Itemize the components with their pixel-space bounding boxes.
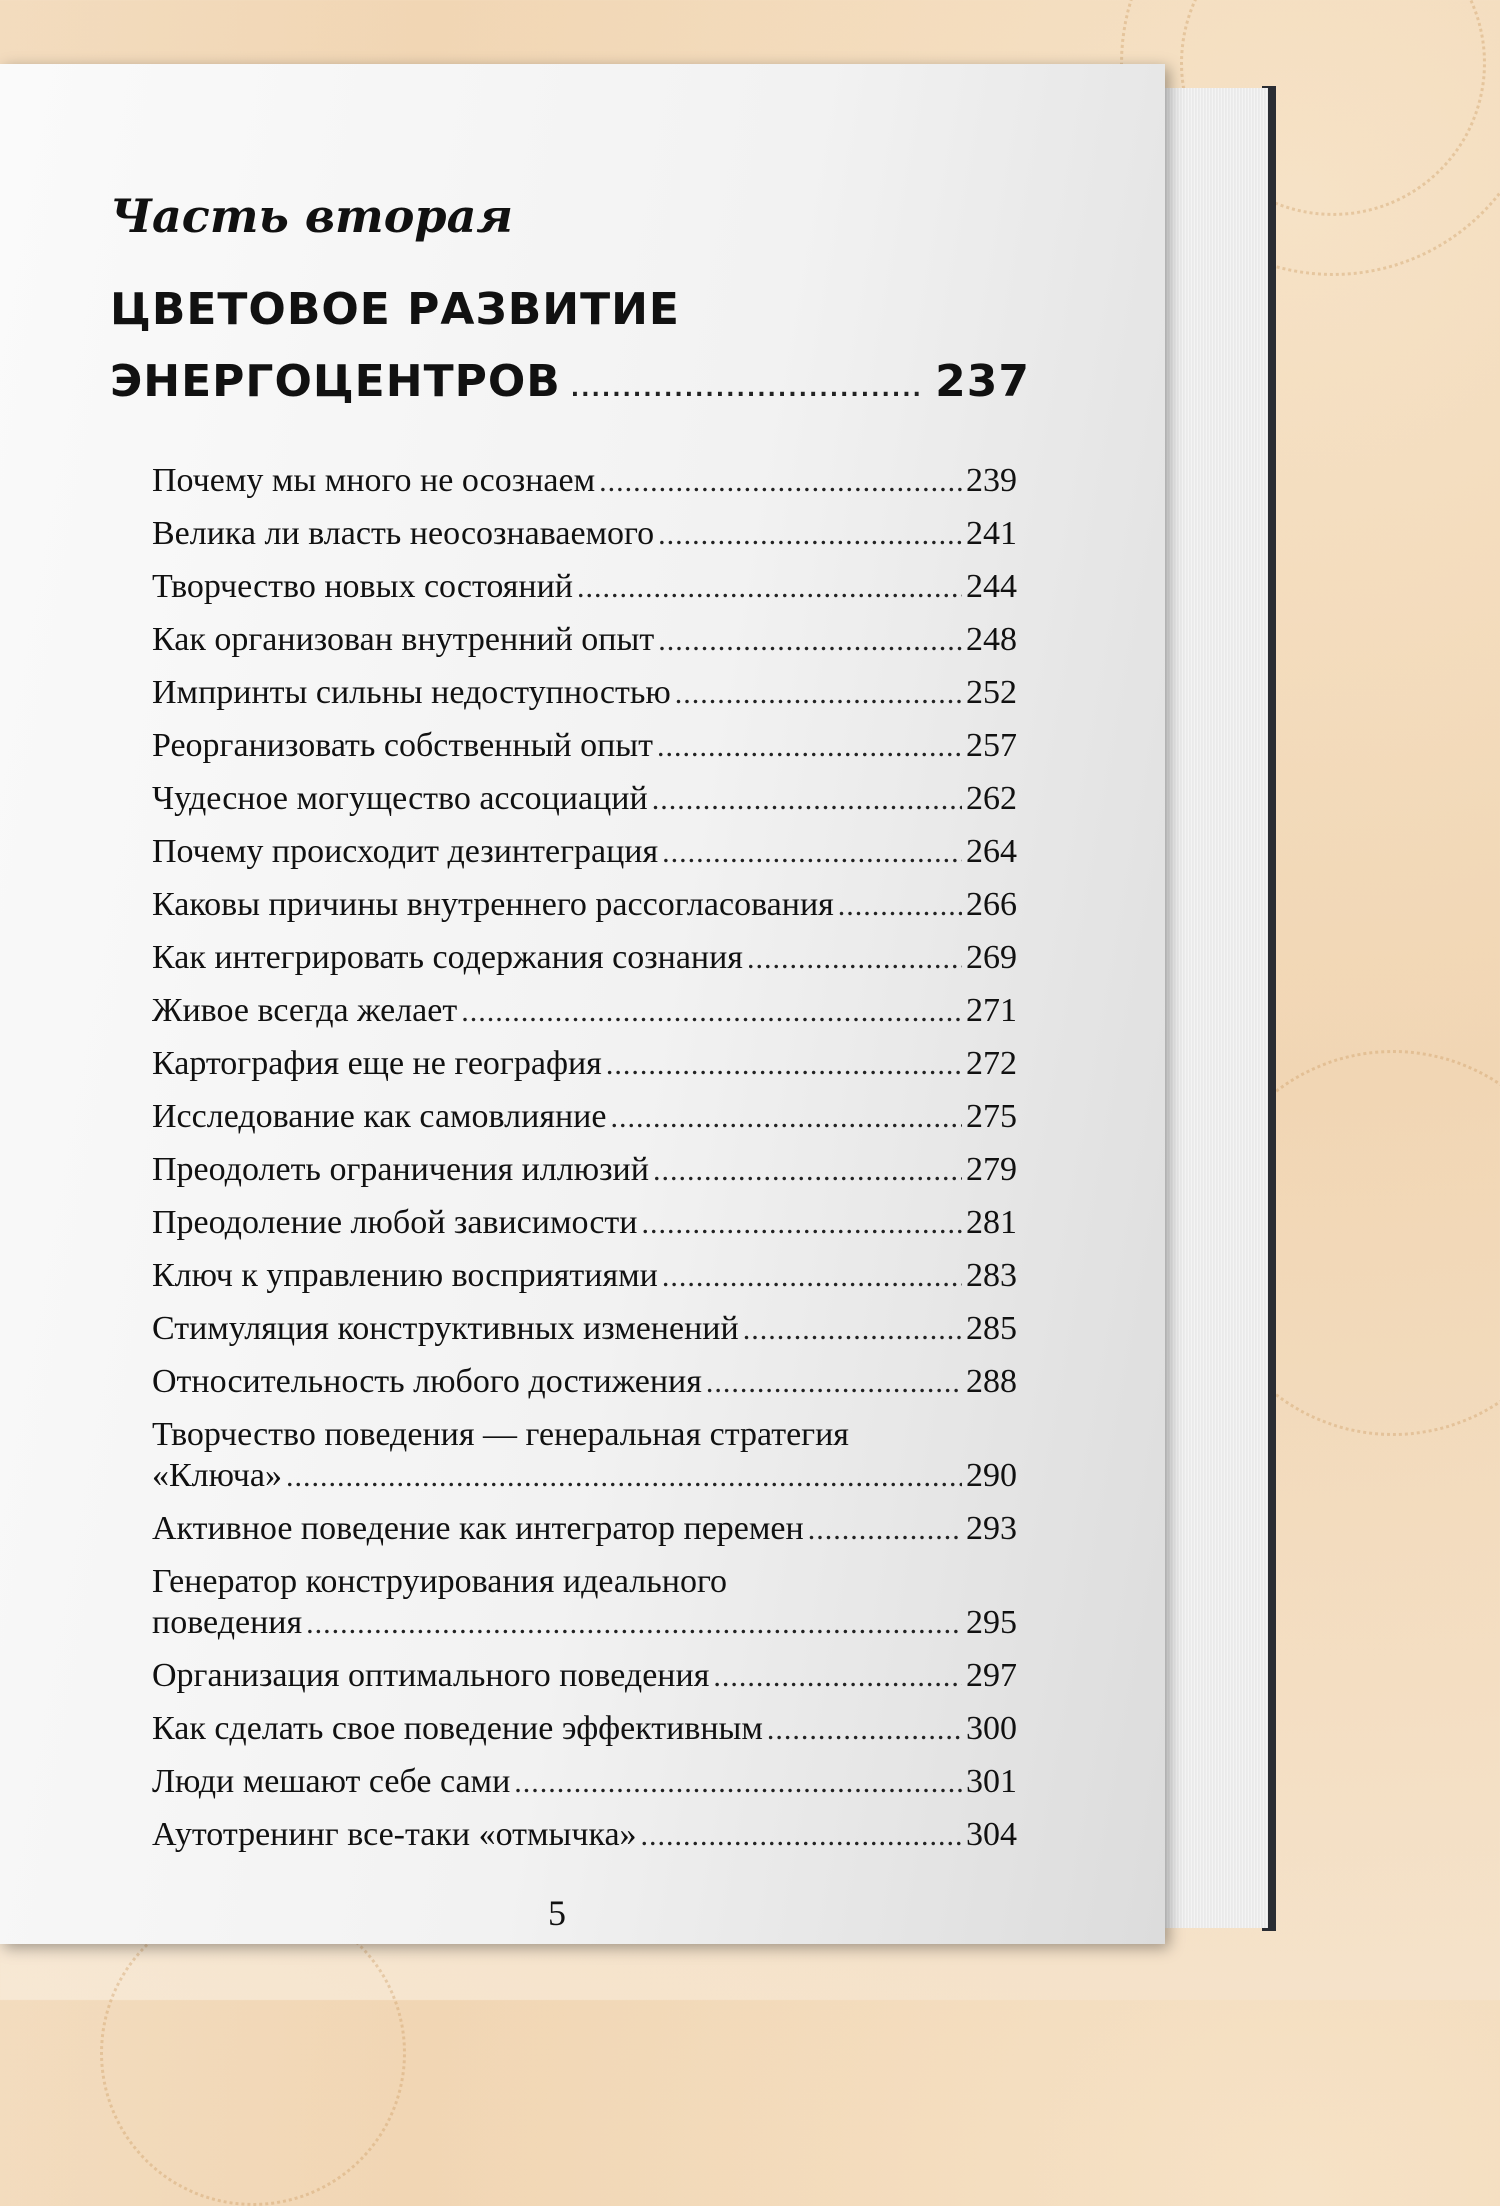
toc-entry[interactable] xyxy=(152,672,1017,714)
section-title-line2: ЭНЕРГОЦЕНТРОВ xyxy=(110,356,561,407)
toc-entry-page: 262 xyxy=(966,780,1017,817)
toc-entry-page: 301 xyxy=(966,1763,1017,1800)
section-title-line1: ЦВЕТОВОЕ РАЗВИТИЕ xyxy=(110,284,680,335)
toc-entry[interactable] xyxy=(152,725,1017,767)
toc-entry[interactable] xyxy=(152,1096,1017,1138)
table-of-contents xyxy=(152,460,1017,1867)
toc-entry[interactable] xyxy=(152,619,1017,661)
toc-entry-row xyxy=(152,1361,1017,1403)
toc-entry[interactable] xyxy=(152,778,1017,820)
toc-entry-row xyxy=(152,990,1017,1032)
toc-entry-page: 269 xyxy=(966,939,1017,976)
toc-entry[interactable] xyxy=(152,831,1017,873)
toc-entry-title: Почему происходит дезинтеграция xyxy=(152,833,659,870)
section-page: 237 xyxy=(935,356,1030,407)
toc-entry-title: Организация оптимального поведения xyxy=(152,1657,710,1694)
toc-entry-page: 290 xyxy=(966,1457,1017,1494)
toc-entry[interactable] xyxy=(152,1761,1017,1803)
toc-entry-title: Преодолеть ограничения иллюзий xyxy=(152,1151,649,1188)
toc-entry-title: Реорганизовать собственный опыт xyxy=(152,727,654,764)
toc-entry-title: Преодоление любой зависимости xyxy=(152,1204,638,1241)
toc-entry-row xyxy=(152,1761,1017,1803)
dot-leader xyxy=(641,1815,962,1856)
toc-entry[interactable] xyxy=(152,460,1017,502)
toc-entry-row xyxy=(152,1455,1017,1497)
toc-entry-page: 281 xyxy=(966,1204,1017,1241)
dot-leader xyxy=(641,1203,962,1244)
toc-entry-row xyxy=(152,1149,1017,1191)
dot-leader xyxy=(461,991,962,1032)
toc-entry-title: Велика ли власть неосознаваемого xyxy=(152,515,655,552)
toc-entry[interactable] xyxy=(152,937,1017,979)
toc-entry-row xyxy=(152,1308,1017,1350)
toc-entry-title: Почему мы много не осознаем xyxy=(152,462,596,499)
dot-leader xyxy=(808,1509,962,1550)
toc-entry[interactable] xyxy=(152,1814,1017,1856)
dot-leader xyxy=(577,567,962,608)
toc-entry-title: Творчество новых состояний xyxy=(152,568,573,605)
dot-leader xyxy=(610,1097,962,1138)
toc-entry-page: 275 xyxy=(966,1098,1017,1135)
toc-entry[interactable] xyxy=(152,1561,1017,1644)
book-page xyxy=(0,64,1165,1944)
toc-entry-title: Картография еще не география xyxy=(152,1045,602,1082)
dot-leader xyxy=(743,1309,962,1350)
toc-entry-row xyxy=(152,725,1017,767)
toc-entry[interactable] xyxy=(152,1043,1017,1085)
toc-entry-row xyxy=(152,884,1017,926)
toc-entry-row xyxy=(152,778,1017,820)
toc-entry-page: 300 xyxy=(966,1710,1017,1747)
dot-leader xyxy=(599,461,962,502)
page-number: 5 xyxy=(548,1893,566,1933)
dot-leader xyxy=(662,1256,962,1297)
toc-entry-page: 293 xyxy=(966,1510,1017,1547)
toc-entry[interactable] xyxy=(152,1708,1017,1750)
toc-entry-title: Каковы причины внутреннего рассогласования xyxy=(152,886,834,923)
toc-entry[interactable] xyxy=(152,566,1017,608)
toc-entry-page: 285 xyxy=(966,1310,1017,1347)
dot-leader xyxy=(706,1362,962,1403)
toc-entry-page: 295 xyxy=(966,1604,1017,1641)
toc-entry-title: Импринты сильны недоступностью xyxy=(152,674,671,711)
toc-entry-title: Живое всегда желает xyxy=(152,992,458,1029)
dot-leader xyxy=(675,673,962,714)
toc-entry[interactable] xyxy=(152,1202,1017,1244)
toc-entry-title: Ключ к управлению восприятиями xyxy=(152,1257,658,1294)
toc-entry-title: Относительность любого достижения xyxy=(152,1363,702,1400)
toc-entry-page: 266 xyxy=(966,886,1017,923)
dot-leader xyxy=(657,726,962,767)
toc-entry[interactable] xyxy=(152,1361,1017,1403)
toc-entry-row xyxy=(152,1202,1017,1244)
toc-entry-title: поведения xyxy=(152,1604,303,1641)
toc-entry-page: 257 xyxy=(966,727,1017,764)
toc-entry-page: 279 xyxy=(966,1151,1017,1188)
dot-leader xyxy=(286,1456,962,1497)
toc-entry[interactable] xyxy=(152,1508,1017,1550)
toc-entry-page: 283 xyxy=(966,1257,1017,1294)
toc-entry-row xyxy=(152,619,1017,661)
toc-entry-row xyxy=(152,513,1017,555)
toc-entry-page: 244 xyxy=(966,568,1017,605)
toc-entry-title: Как сделать свое поведение эффективным xyxy=(152,1710,763,1747)
toc-entry-page: 239 xyxy=(966,462,1017,499)
toc-entry-page: 264 xyxy=(966,833,1017,870)
dot-leader xyxy=(306,1603,962,1644)
toc-entry[interactable] xyxy=(152,1655,1017,1697)
toc-entry-title: Как интегрировать содержания сознания xyxy=(152,939,743,976)
toc-entry-row xyxy=(152,460,1017,502)
toc-entry-page: 304 xyxy=(966,1816,1017,1853)
dot-leader xyxy=(838,885,962,926)
toc-entry-title-line1: Творчество поведения — генеральная стратегия xyxy=(152,1416,849,1453)
toc-entry-page: 271 xyxy=(966,992,1017,1029)
toc-entry[interactable] xyxy=(152,1414,1017,1497)
toc-entry-title: Чудесное могущество ассоциаций xyxy=(152,780,648,817)
toc-entry-title: Люди мешают себе сами xyxy=(152,1763,511,1800)
toc-entry[interactable] xyxy=(152,1255,1017,1297)
toc-entry[interactable] xyxy=(152,1149,1017,1191)
toc-entry-row xyxy=(152,1508,1017,1550)
toc-entry-title: Активное поведение как интегратор перемен xyxy=(152,1510,804,1547)
toc-entry-page: 297 xyxy=(966,1657,1017,1694)
dot-leader xyxy=(606,1044,962,1085)
toc-entry-title: «Ключа» xyxy=(152,1457,282,1494)
toc-entry[interactable] xyxy=(152,1308,1017,1350)
dot-leader xyxy=(571,354,925,426)
dot-leader xyxy=(767,1709,962,1750)
toc-entry-page: 252 xyxy=(966,674,1017,711)
toc-entry-title: Исследование как самовлияние xyxy=(152,1098,607,1135)
toc-entry-row xyxy=(152,1255,1017,1297)
toc-entry-row xyxy=(152,937,1017,979)
toc-entry-row xyxy=(152,1043,1017,1085)
dot-leader xyxy=(713,1656,962,1697)
dot-leader xyxy=(653,1150,962,1191)
toc-entry-row xyxy=(152,566,1017,608)
toc-entry[interactable] xyxy=(152,884,1017,926)
toc-entry-row xyxy=(152,672,1017,714)
toc-entry-row xyxy=(152,1708,1017,1750)
toc-entry-title: Стимуляция конструктивных изменений xyxy=(152,1310,739,1347)
toc-entry-row xyxy=(152,1655,1017,1697)
page-block-edge xyxy=(1160,88,1268,1928)
toc-entry-page: 248 xyxy=(966,621,1017,658)
dot-leader xyxy=(658,620,962,661)
toc-entry-row xyxy=(152,1602,1017,1644)
toc-entry-page: 288 xyxy=(966,1363,1017,1400)
dot-leader xyxy=(658,514,962,555)
toc-entry-title: Как организован внутренний опыт xyxy=(152,621,655,658)
toc-entry-page: 272 xyxy=(966,1045,1017,1082)
toc-entry[interactable] xyxy=(152,990,1017,1032)
toc-entry[interactable] xyxy=(152,513,1017,555)
toc-entry-row xyxy=(152,1096,1017,1138)
dot-leader xyxy=(514,1762,962,1803)
toc-entry-page: 241 xyxy=(966,515,1017,552)
section-title-row xyxy=(110,346,1030,426)
toc-entry-row xyxy=(152,1814,1017,1856)
dot-leader xyxy=(662,832,962,873)
part-label: Часть вторая xyxy=(110,189,513,243)
dot-leader xyxy=(747,938,962,979)
section-heading xyxy=(110,274,1030,426)
toc-entry-row xyxy=(152,831,1017,873)
toc-entry-title: Аутотренинг все-таки «отмычка» xyxy=(152,1816,637,1853)
dot-leader xyxy=(652,779,962,820)
toc-entry-title-line1: Генератор конструирования идеального xyxy=(152,1563,728,1600)
